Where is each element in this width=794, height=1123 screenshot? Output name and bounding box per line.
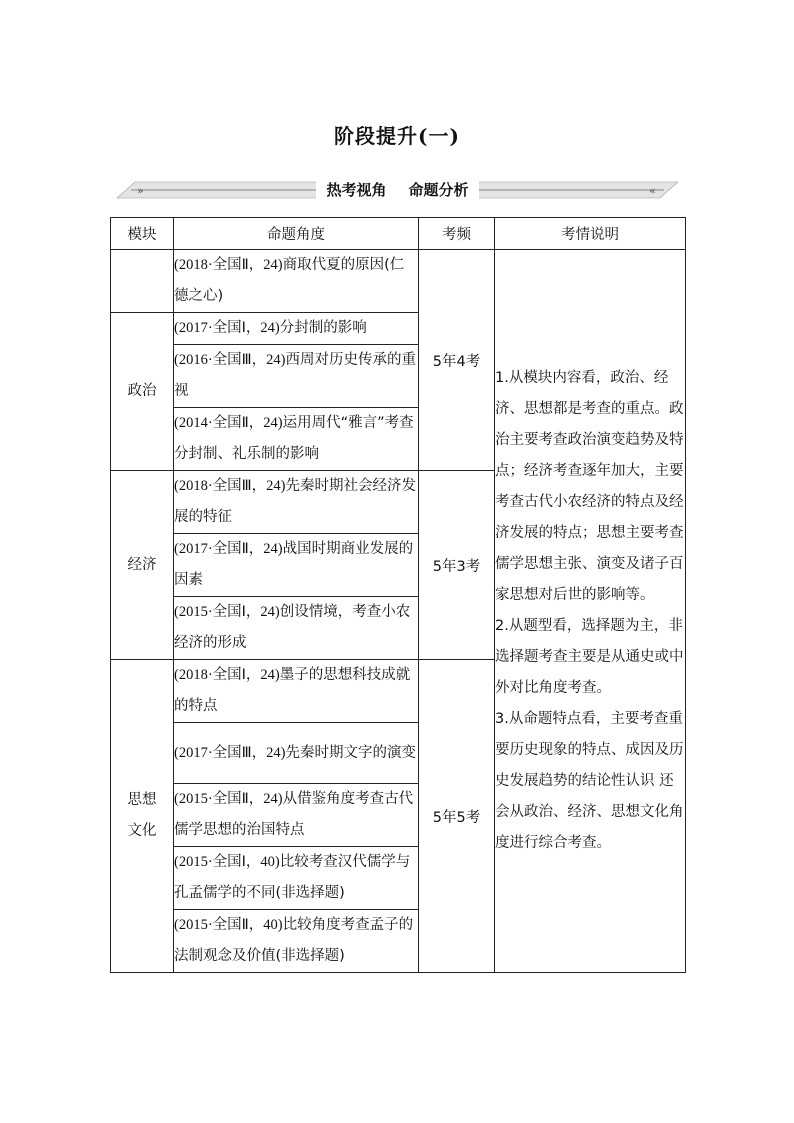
banner-text <box>117 178 678 202</box>
module-cell-blank <box>111 250 174 313</box>
angle-cell: (2014·全国Ⅱ，24)运用周代“雅言”考查分封制、礼乐制的影响 <box>174 408 419 471</box>
frequency-cell: 5年3考 <box>419 471 495 660</box>
module-cell: 经济 <box>111 471 174 660</box>
angle-cell: (2015·全国Ⅰ，24)创设情境，考查小农经济的形成 <box>174 597 419 660</box>
angle-cell: (2015·全国Ⅰ，40)比较考查汉代儒学与孔孟儒学的不同(非选择题) <box>174 847 419 910</box>
header-angle: 命题角度 <box>174 218 419 250</box>
svg-text:«: « <box>649 184 656 197</box>
header-notes: 考情说明 <box>495 218 686 250</box>
module-cell <box>111 660 174 973</box>
module-line: 思想 <box>127 792 157 808</box>
angle-cell: (2018·全国Ⅱ，24)商取代夏的原因(仁德之心) <box>174 250 419 313</box>
frequency-cell: 5年4考 <box>419 250 495 471</box>
angle-cell: (2015·全国Ⅱ，24)从借鉴角度考查古代儒学思想的治国特点 <box>174 784 419 847</box>
svg-text:»: » <box>137 184 144 197</box>
frequency-cell: 5年5考 <box>419 660 495 973</box>
banner-left-label: 热考视角 <box>326 181 387 199</box>
table-row <box>111 250 686 313</box>
section-banner <box>117 178 678 202</box>
page-title: 阶段提升(一) <box>334 124 460 148</box>
angle-cell: (2016·全国Ⅲ，24)西周对历史传承的重视 <box>174 345 419 408</box>
module-line: 文化 <box>127 823 157 839</box>
module-cell: 政治 <box>111 313 174 471</box>
angle-cell: (2018·全国Ⅰ，24)墨子的思想科技成就的特点 <box>174 660 419 723</box>
angle-cell: (2017·全国Ⅱ，24)战国时期商业发展的因素 <box>174 534 419 597</box>
notes-cell <box>495 250 686 973</box>
table-header-row <box>111 218 686 250</box>
note-paragraph: 2.从题型看，选择题为主，非选择题考查主要是从通史或中外对比角度考查。 <box>495 618 684 696</box>
header-frequency: 考频 <box>419 218 495 250</box>
angle-cell: (2018·全国Ⅲ，24)先秦时期社会经济发展的特征 <box>174 471 419 534</box>
banner-right-label: 命题分析 <box>408 181 469 199</box>
exam-analysis-table <box>110 217 686 973</box>
header-module: 模块 <box>111 218 174 250</box>
angle-cell: (2017·全国Ⅲ，24)先秦时期文字的演变 <box>174 723 419 784</box>
angle-cell: (2017·全国Ⅰ，24)分封制的影响 <box>174 313 419 345</box>
note-paragraph: 3.从命题特点看，主要考查重要历史现象的特点、成因及历史发展趋势的结论性认识 还会从政治、经济、思想文化角度进行综合考查。 <box>495 711 684 851</box>
note-paragraph: 1.从模块内容看，政治、经济、思想都是考查的重点。政治主要考查政治演变趋势及特点；经济考查逐年加大，主要考查古代小农经济的特点及经济发展的特点；思想主要考查儒学思想主张、演变及诸子百家思想对后世的影响等。 <box>495 370 684 603</box>
angle-cell: (2015·全国Ⅱ，40)比较角度考查孟子的法制观念及价值(非选择题) <box>174 910 419 973</box>
